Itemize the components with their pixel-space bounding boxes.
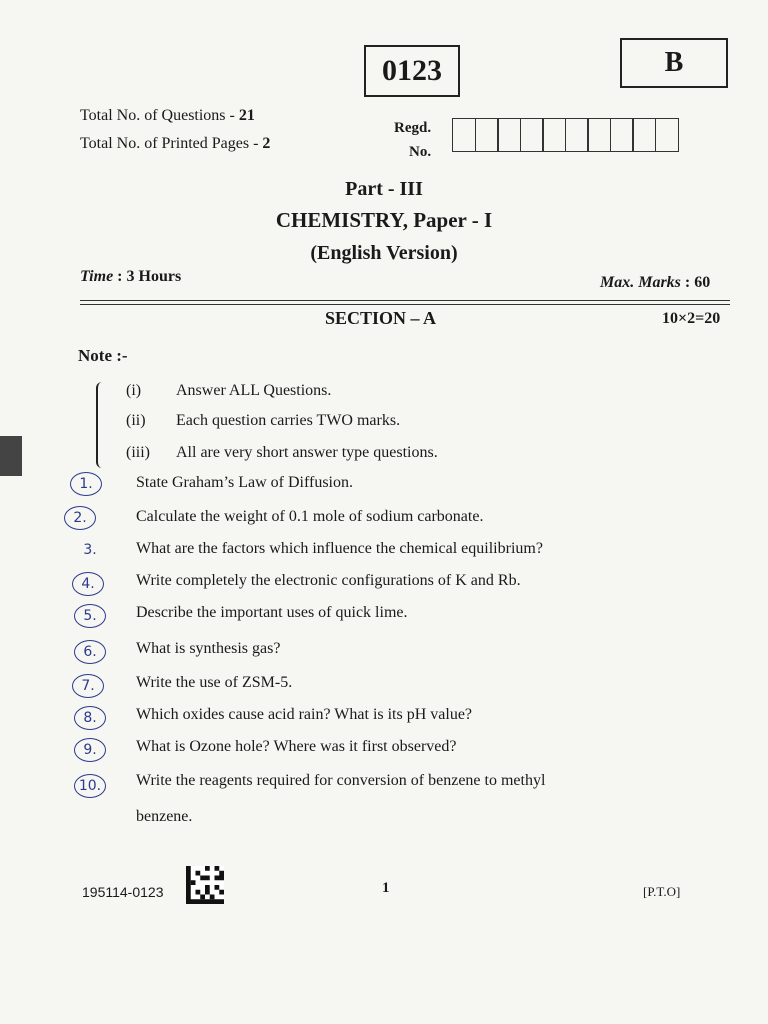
note-label: Note :- (78, 346, 128, 365)
barcode-icon (186, 866, 224, 904)
regd-digit-box[interactable] (610, 118, 634, 152)
section-marks: 10×2=20 (662, 310, 721, 327)
total-questions-value: 21 (238, 107, 255, 124)
note-item (126, 382, 331, 400)
question-text: Describe the important uses of quick lime. (136, 604, 408, 621)
note-bracket-mark (96, 382, 110, 468)
time-label: Time (80, 268, 114, 285)
note-number: (iii) (126, 444, 150, 461)
time-value: : 3 Hours (117, 268, 182, 285)
regd-digit-box[interactable] (655, 118, 679, 152)
regd-label (394, 116, 431, 164)
question-number: 4. (72, 572, 104, 596)
divider-rule-bottom (80, 304, 730, 305)
question-number: 6. (74, 640, 106, 664)
question-text-continuation: benzene. (136, 808, 193, 825)
part-title: Part - III (345, 178, 423, 200)
note-text: All are very short answer type questions. (176, 444, 438, 461)
pto-label: [P.T.O] (643, 884, 681, 899)
question-text: Write the reagents required for conversion of benzene to methyl (136, 772, 546, 789)
question-number: 9. (74, 738, 106, 762)
total-questions (80, 104, 255, 128)
max-marks (600, 274, 710, 292)
regd-digit-box[interactable] (520, 118, 544, 152)
paper-code-box (364, 45, 460, 97)
printed-pages-value: 2 (262, 135, 271, 152)
section-title: SECTION – A (325, 308, 437, 328)
regd-number-boxes[interactable] (452, 118, 677, 152)
printed-pages-label: Total No. of Printed Pages - (80, 135, 263, 152)
note-item (126, 412, 400, 430)
question-text: What is Ozone hole? Where was it first observed? (136, 738, 457, 755)
version-box (620, 38, 728, 88)
question-number: 8. (74, 706, 106, 730)
scan-edge-mark (0, 436, 22, 476)
note-text: Each question carries TWO marks. (176, 412, 401, 429)
regd-digit-box[interactable] (632, 118, 656, 152)
question-text: State Graham’s Law of Diffusion. (136, 474, 353, 491)
note-text: Answer ALL Questions. (176, 382, 332, 399)
subject-title: CHEMISTRY, Paper - I (275, 208, 493, 232)
question-text: Write the use of ZSM-5. (136, 674, 293, 691)
question-text: What is synthesis gas? (136, 640, 281, 657)
question-text: Write completely the electronic configurations of K and Rb. (136, 572, 521, 589)
regd-label-line2: No. (409, 144, 432, 160)
paper-code: 0123 (382, 54, 442, 87)
note-item (126, 444, 438, 462)
note-number: (i) (126, 382, 142, 399)
total-questions-label: Total No. of Questions - (80, 107, 239, 124)
divider-rule-top (80, 300, 730, 301)
question-text: Which oxides cause acid rain? What is its pH value? (136, 706, 473, 723)
regd-digit-box[interactable] (587, 118, 611, 152)
regd-digit-box[interactable] (497, 118, 521, 152)
question-text: Calculate the weight of 0.1 mole of sodium carbonate. (136, 508, 484, 525)
page-number: 1 (382, 880, 390, 896)
question-number: 7. (72, 674, 104, 698)
note-number: (ii) (126, 412, 146, 429)
question-number: 3. (83, 542, 97, 558)
language-version: (English Version) (310, 242, 458, 264)
question-number: 1. (70, 472, 102, 496)
regd-digit-box[interactable] (452, 118, 476, 152)
time-allowed (80, 268, 181, 286)
marks-label: Max. Marks (600, 274, 681, 291)
question-text: What are the factors which influence the chemical equilibrium? (136, 540, 543, 557)
regd-label-line1: Regd. (394, 120, 432, 136)
question-number: 2. (64, 506, 96, 530)
question-number: 10. (74, 774, 106, 798)
total-printed-pages (80, 132, 270, 156)
regd-digit-box[interactable] (542, 118, 566, 152)
question-number: 5. (74, 604, 106, 628)
regd-digit-box[interactable] (475, 118, 499, 152)
footer-code: 195114-0123 (82, 884, 164, 900)
marks-value: : 60 (684, 274, 711, 291)
version-letter: B (664, 47, 684, 78)
regd-digit-box[interactable] (565, 118, 589, 152)
